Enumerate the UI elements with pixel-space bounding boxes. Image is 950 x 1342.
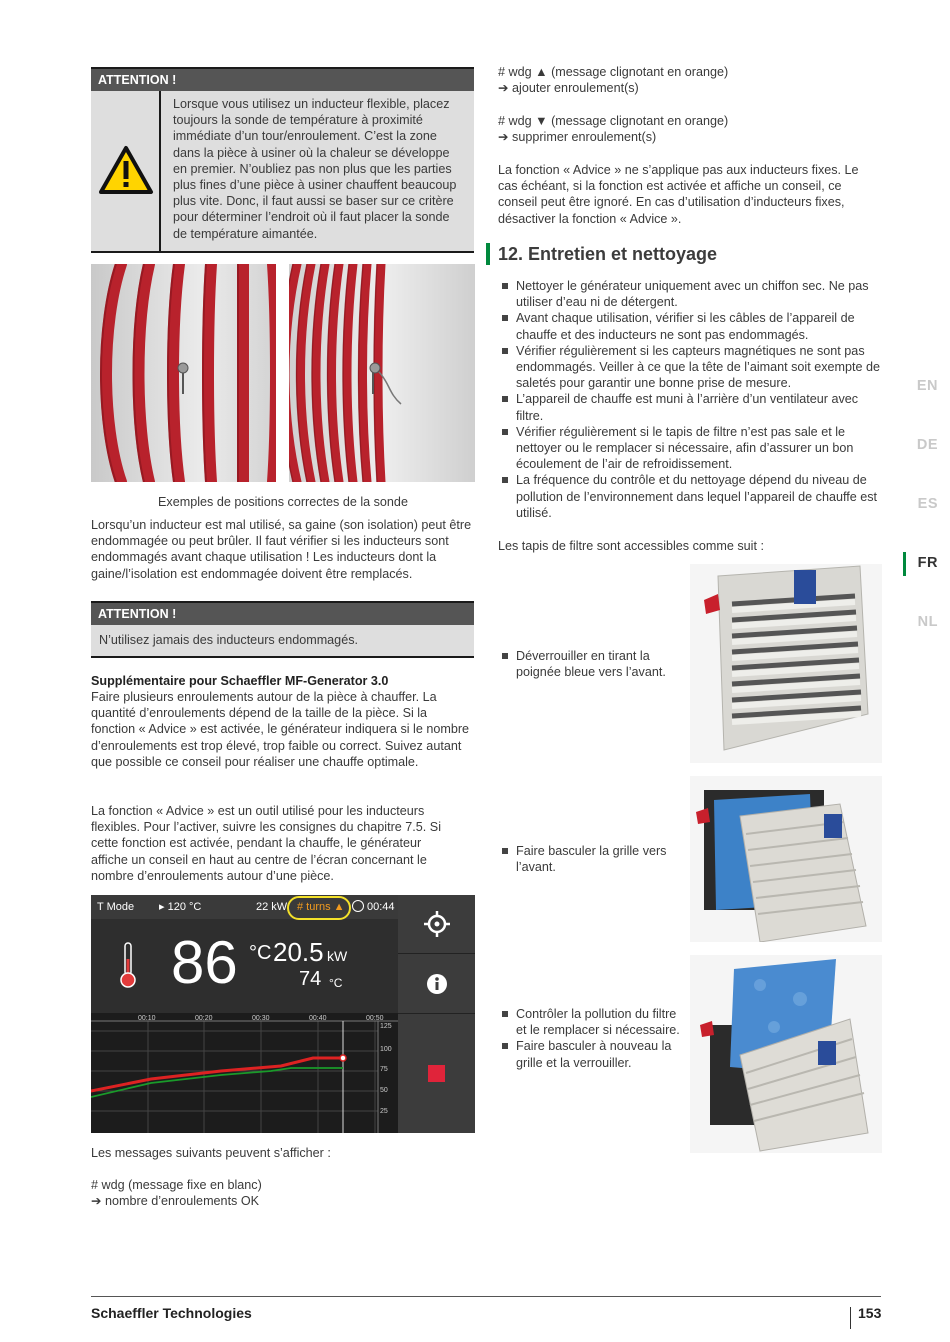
x-tick-2: 00:20 — [195, 1015, 213, 1022]
messages-intro: Les messages suivants peuvent s’afficher : — [91, 1146, 331, 1160]
message-up-line-2: ➔ ajouter enroulement(s) — [498, 81, 639, 95]
timer-label: 00:44 — [367, 901, 395, 913]
step-2-list — [498, 843, 678, 875]
supplement-paragraph: Faire plusieurs enroulements autour de la pièce à chauffer. La quantité d’enroulements dépend de la taille de la pièce. Si la fonction « Advice » est activée, le générateur indiquera si le nombre d’enroulements est trop élevé, trop faible ou correct. Suivez autant que possible ce conseil pour réaliser une chauffe optimale. — [91, 690, 470, 769]
step-1-list — [498, 648, 678, 680]
attention-title-2: ATTENTION ! — [91, 601, 474, 625]
thermometer-icon — [118, 941, 138, 989]
attention-title: ATTENTION ! — [91, 67, 474, 91]
list-item: Nettoyer le générateur uniquement avec un chiffon sec. Ne pas utiliser d’eau ni de détergent. — [498, 278, 884, 310]
language-tab-de[interactable]: DE — [916, 437, 938, 453]
list-item: Vérifier régulièrement si les capteurs magnétiques ne sont pas endommagés. Veiller à ce que la tête de l’aimant soit exempte de saletés pour garantir une bonne prise de mesure. — [498, 343, 884, 392]
y-tick-1: 125 — [380, 1023, 392, 1030]
stop-button[interactable] — [398, 1014, 475, 1133]
y-tick-2: 100 — [380, 1046, 392, 1053]
attention-box-2 — [91, 601, 474, 658]
warning-icon-cell — [91, 91, 161, 251]
screen-status-bar — [91, 895, 398, 919]
advice-fixed-paragraph: La fonction « Advice » ne s’applique pas aux inducteurs fixes. Le cas échéant, si la fonction est activée et affiche un conseil, ce conseil peut être ignoré. En cas d’utilisation d’inducteurs fixes, désactiver la fonction « Advice ». — [498, 163, 859, 226]
x-tick-5: 00:50 — [366, 1015, 384, 1022]
message-down-line-2: ➔ supprimer enroulement(s) — [498, 130, 657, 144]
filter-photo-open — [690, 776, 882, 942]
section-title: 12. Entretien et nettoyage — [498, 244, 718, 264]
advice-paragraph: La fonction « Advice » est un outil utilisé pour les inducteurs flexibles. Pour l’activer, suivre les consignes du chapitre 7.5. Si cette fonction est activée, pendant la chauffe, le générateur affiche un conseil en haut au centre de l’écran concernant le nombre d’enroulements autour d’une pièce. — [91, 804, 441, 883]
footer-rule — [91, 1296, 881, 1297]
section-accent-bar — [486, 243, 490, 265]
damage-paragraph: Lorsqu’un inducteur est mal utilisé, sa gaine (son isolation) peut être endommagée ou peut brûler. Il faut vérifier si les inducteurs sont endommagés avant chaque utilisation ! Les inducteurs dont la gaine/l’isolation est endommagée doivent être remplacés. — [91, 518, 472, 581]
supplement-title: Supplémentaire pour Schaeffler MF-Generator 3.0 — [91, 674, 389, 688]
footer-page-divider — [850, 1307, 851, 1329]
temperature-graph — [91, 1013, 398, 1133]
language-tab-en[interactable]: EN — [916, 378, 938, 394]
filter-photo-closed — [690, 564, 882, 763]
y-tick-4: 50 — [380, 1087, 388, 1094]
power-unit: kW — [327, 948, 348, 964]
footer-brand: Schaeffler Technologies — [91, 1305, 252, 1321]
message-down-line-1: # wdg ▼ (message clignotant en orange) — [498, 114, 729, 128]
secondary-temp-unit: °C — [329, 976, 343, 990]
language-tab-fr[interactable]: FR — [917, 555, 938, 571]
message-white-line-2: ➔ nombre d’enroulements OK — [91, 1194, 260, 1208]
attention-box-1 — [91, 67, 474, 253]
stop-icon — [428, 1065, 445, 1082]
info-button[interactable] — [398, 954, 475, 1014]
temperature-unit: °C — [249, 942, 272, 964]
language-tab-es[interactable]: ES — [917, 496, 938, 512]
crosshair-icon — [424, 911, 450, 937]
x-tick-4: 00:40 — [309, 1015, 327, 1022]
attention-body-2 — [91, 625, 474, 658]
coil-photo-left — [91, 264, 276, 482]
step-3-list — [498, 1006, 684, 1071]
page-number: 153 — [858, 1305, 882, 1321]
filter-intro: Les tapis de filtre sont accessibles comme suit : — [498, 539, 764, 553]
power-top-label: 22 kW — [256, 901, 288, 913]
list-item: Faire basculer à nouveau la grille et la verrouiller. — [498, 1038, 684, 1070]
photo-caption: Exemples de positions correctes de la sonde — [158, 495, 408, 509]
secondary-temp-value: 74 — [299, 968, 322, 990]
filter-photo-removed — [690, 955, 882, 1153]
setpoint-label: ▸ 120 °C — [159, 901, 202, 913]
warning-icon — [98, 145, 154, 195]
list-item: L’appareil de chauffe est muni à l’arrière d’un ventilateur avec filtre. — [498, 391, 884, 423]
mode-label: T Mode — [97, 901, 135, 913]
list-item: Avant chaque utilisation, vérifier si les câbles de l’appareil de chauffe et des inducteurs ne sont pas endommagés. — [498, 310, 884, 342]
attention-text: Lorsque vous utilisez un inducteur flexible, placez toujours la sonde de température à proximité immédiate d’un tour/enroulement. C’est la zone dans la pièce à usiner où la chaleur se développe en premier. N’oubliez pas non plus que les parties plus fines d’une pièce à usiner chauffent beaucoup plus vite. Donc, il faut aussi se baser sur ce critère pour déterminer l’endroit où il faut placer la sonde de température aimantée. — [173, 97, 457, 241]
target-button[interactable] — [398, 895, 475, 954]
list-item: La fréquence du contrôle et du nettoyage dépend du niveau de pollution de l’environnement dans lequel l’appareil de chauffe est utilisé. — [498, 472, 884, 521]
attention-text-2: N’utilisez jamais des inducteurs endommagés. — [99, 633, 358, 647]
clock-icon — [352, 900, 364, 912]
message-white-line-1: # wdg (message fixe en blanc) — [91, 1178, 262, 1192]
list-item: Déverrouiller en tirant la poignée bleue vers l’avant. — [498, 648, 678, 680]
maintenance-list — [498, 278, 884, 521]
x-tick-3: 00:30 — [252, 1015, 270, 1022]
message-up-line-1: # wdg ▲ (message clignotant en orange) — [498, 65, 729, 79]
generator-screen — [91, 895, 475, 1133]
language-tab-nl[interactable]: NL — [917, 614, 938, 630]
list-item: Faire basculer la grille vers l’avant. — [498, 843, 678, 875]
active-language-marker — [903, 552, 906, 576]
y-tick-5: 25 — [380, 1108, 388, 1115]
power-value: 20.5 — [273, 937, 324, 967]
coil-photo-right — [289, 264, 475, 482]
turns-label: # turns ▲ — [297, 901, 345, 913]
list-item: Vérifier régulièrement si le tapis de filtre n’est pas sale et le nettoyer ou le remplacer si nécessaire, afin d’assurer un bon écoulement de l’air de refroidissement. — [498, 424, 884, 473]
attention-body — [91, 91, 474, 253]
list-item: Contrôler la pollution du filtre et le remplacer si nécessaire. — [498, 1006, 684, 1038]
y-tick-3: 75 — [380, 1066, 388, 1073]
info-icon — [426, 973, 448, 995]
x-tick-1: 00:10 — [138, 1015, 156, 1022]
temperature-value: 86 — [171, 929, 238, 996]
